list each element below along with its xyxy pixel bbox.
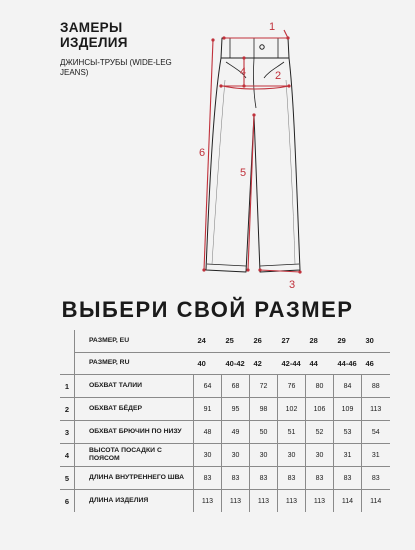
diagram-label-1: 1 <box>269 21 276 33</box>
measurement-value: 106 <box>306 398 334 421</box>
ru-size: 40 <box>194 352 222 375</box>
measurement-label: ДЛИНА ИЗДЕЛИЯ <box>75 490 194 513</box>
measurement-value: 83 <box>334 467 362 490</box>
jeans-diagram <box>190 20 320 295</box>
measurement-value: 113 <box>362 398 390 421</box>
measurement-value: 53 <box>334 421 362 444</box>
measurement-value: 83 <box>278 467 306 490</box>
measurement-label: ОБХВАТ БЁДЕР <box>75 398 194 421</box>
ru-size: 40-42 <box>222 352 250 375</box>
ru-size: 46 <box>362 352 390 375</box>
eu-size: 25 <box>225 336 234 346</box>
measurement-value: 113 <box>278 490 306 513</box>
measurement-value: 114 <box>362 490 390 513</box>
measurement-value: 30 <box>306 444 334 467</box>
ru-size: 42 <box>250 352 278 375</box>
measurement-value: 72 <box>250 375 278 398</box>
measurement-value: 80 <box>306 375 334 398</box>
eu-size-row <box>60 330 390 352</box>
table-row <box>60 375 390 398</box>
row-number: 6 <box>60 490 75 513</box>
row-number: 2 <box>60 398 75 421</box>
eu-size-label: РАЗМЕР, EU <box>75 330 194 352</box>
diagram-label-3: 3 <box>289 279 296 291</box>
measurement-value: 91 <box>194 398 222 421</box>
measurement-value: 30 <box>278 444 306 467</box>
measurement-value: 102 <box>278 398 306 421</box>
measurement-value: 49 <box>222 421 250 444</box>
measurement-value: 51 <box>278 421 306 444</box>
eu-size: 26 <box>253 336 262 346</box>
ru-size-row <box>60 352 390 375</box>
ru-size: 44 <box>306 352 334 375</box>
measurement-value: 83 <box>222 467 250 490</box>
measurement-label: ВЫСОТА ПОСАДКИ С ПОЯСОМ <box>75 444 194 467</box>
measurement-value: 50 <box>250 421 278 444</box>
measurement-value: 109 <box>334 398 362 421</box>
measurement-value: 83 <box>362 467 390 490</box>
measurement-label: ОБХВАТ БРЮЧИН ПО НИЗУ <box>75 421 194 444</box>
diagram-label-4: 4 <box>240 66 247 78</box>
measurement-value: 88 <box>362 375 390 398</box>
measurement-value: 98 <box>250 398 278 421</box>
measurement-value: 113 <box>194 490 222 513</box>
measurement-value: 31 <box>334 444 362 467</box>
measurement-value: 114 <box>334 490 362 513</box>
table-row <box>60 444 390 467</box>
measurement-value: 83 <box>194 467 222 490</box>
measurement-label: ДЛИНА ВНУТРЕННЕГО ШВА <box>75 467 194 490</box>
diagram-label-2: 2 <box>275 70 282 82</box>
diagram-label-6: 6 <box>199 147 206 159</box>
header-subtitle: ДЖИНСЫ-ТРУБЫ (WIDE-LEG JEANS) <box>60 58 172 77</box>
measurement-value: 54 <box>362 421 390 444</box>
measurement-value: 64 <box>194 375 222 398</box>
diagram-label-5: 5 <box>240 167 247 179</box>
row-number: 1 <box>60 375 75 398</box>
measurement-value: 30 <box>250 444 278 467</box>
table-row <box>60 398 390 421</box>
eu-size: 29 <box>337 336 346 346</box>
measurement-value: 30 <box>194 444 222 467</box>
measurement-value: 68 <box>222 375 250 398</box>
measurement-value: 95 <box>222 398 250 421</box>
row-number: 4 <box>60 444 75 467</box>
eu-size: 27 <box>281 336 290 346</box>
measurement-value: 76 <box>278 375 306 398</box>
measurement-value: 83 <box>306 467 334 490</box>
measurement-value: 48 <box>194 421 222 444</box>
measurement-value: 31 <box>362 444 390 467</box>
eu-size: 24 <box>197 336 206 346</box>
measurement-value: 84 <box>334 375 362 398</box>
measurement-label: ОБХВАТ ТАЛИИ <box>75 375 194 398</box>
eu-size: 30 <box>365 336 374 346</box>
table-row <box>60 490 390 513</box>
header-title: ЗАМЕРЫ ИЗДЕЛИЯ <box>60 20 128 50</box>
size-table <box>60 330 390 512</box>
measurement-value: 52 <box>306 421 334 444</box>
measurement-value: 113 <box>250 490 278 513</box>
ru-size: 42-44 <box>278 352 306 375</box>
ru-size: 44-46 <box>334 352 362 375</box>
row-number: 3 <box>60 421 75 444</box>
measurement-value: 30 <box>222 444 250 467</box>
main-title: ВЫБЕРИ СВОЙ РАЗМЕР <box>61 297 354 322</box>
measurement-value: 83 <box>250 467 278 490</box>
measurement-value: 113 <box>222 490 250 513</box>
ru-size-label: РАЗМЕР, RU <box>75 352 194 375</box>
measurement-value: 113 <box>306 490 334 513</box>
table-row <box>60 421 390 444</box>
eu-size: 28 <box>309 336 318 346</box>
table-row <box>60 467 390 490</box>
row-number: 5 <box>60 467 75 490</box>
